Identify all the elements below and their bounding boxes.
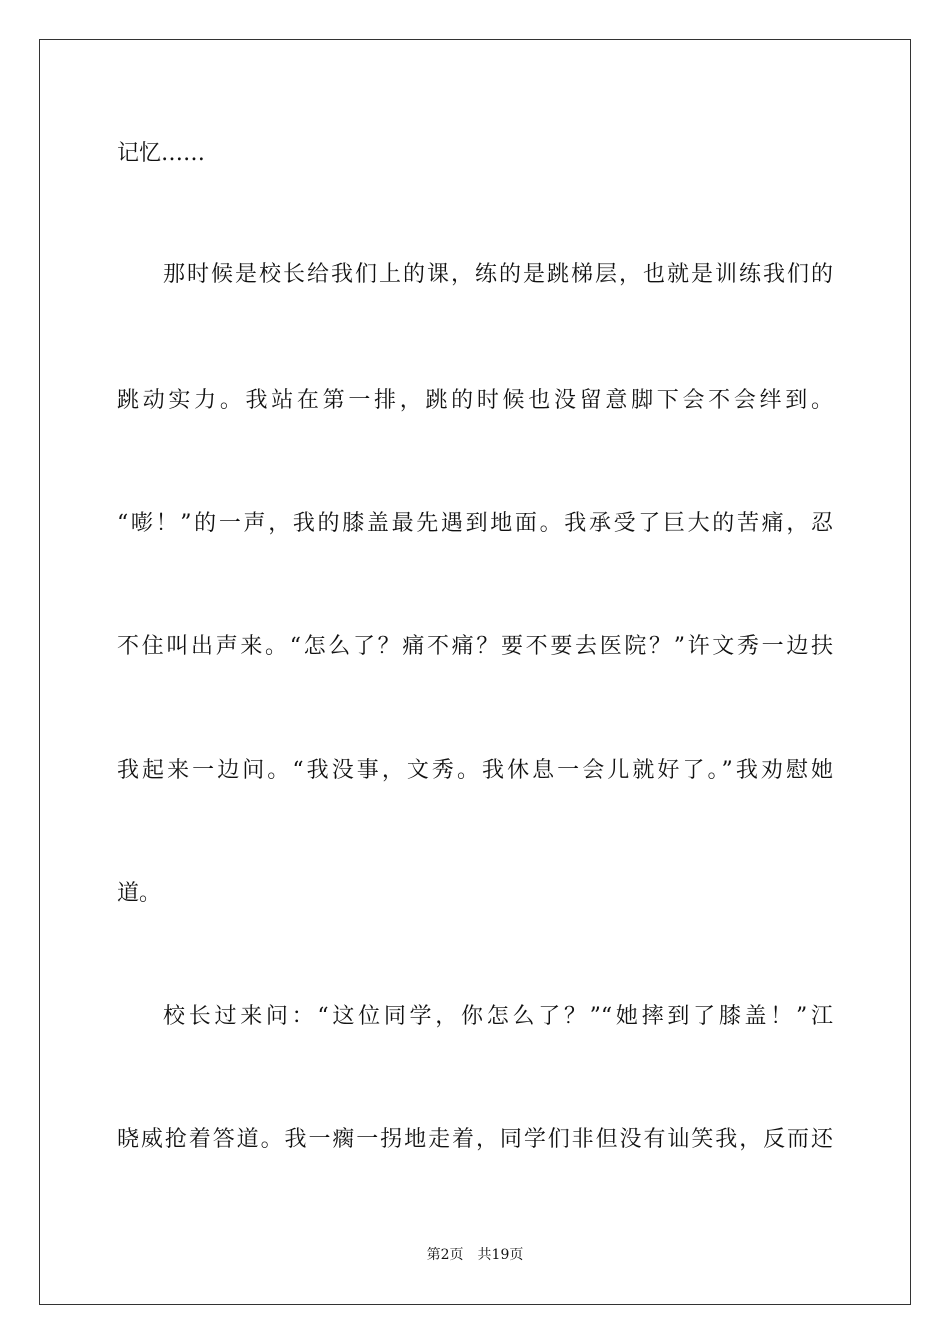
- page-number: 第2页: [426, 1247, 464, 1263]
- page-border: [39, 39, 911, 1305]
- page-footer: [0, 1246, 950, 1264]
- text-line: 我起来一边问。“我没事，文秀。我休息一会儿就好了。”我劝慰她: [117, 758, 833, 783]
- text-line: 不住叫出声来。“怎么了？痛不痛？要不要去医院？”许文秀一边扶: [117, 634, 833, 659]
- text-line: 晓威抢着答道。我一瘸一拐地走着，同学们非但没有讪笑我，反而还: [117, 1127, 833, 1152]
- text-line: “嘭！”的一声，我的膝盖最先遇到地面。我承受了巨大的苦痛，忍: [117, 511, 833, 536]
- text-line: 道。: [117, 881, 162, 906]
- page-total: 共19页: [477, 1247, 524, 1263]
- text-line: 记忆……: [117, 141, 206, 166]
- paragraph-start-line: 校长过来问：“这位同学，你怎么了？”“她摔到了膝盖！”江: [163, 1004, 833, 1029]
- paragraph-start-line: 那时候是校长给我们上的课，练的是跳梯层，也就是训练我们的: [163, 262, 833, 287]
- text-line: 跳动实力。我站在第一排，跳的时候也没留意脚下会不会绊到。: [117, 388, 833, 413]
